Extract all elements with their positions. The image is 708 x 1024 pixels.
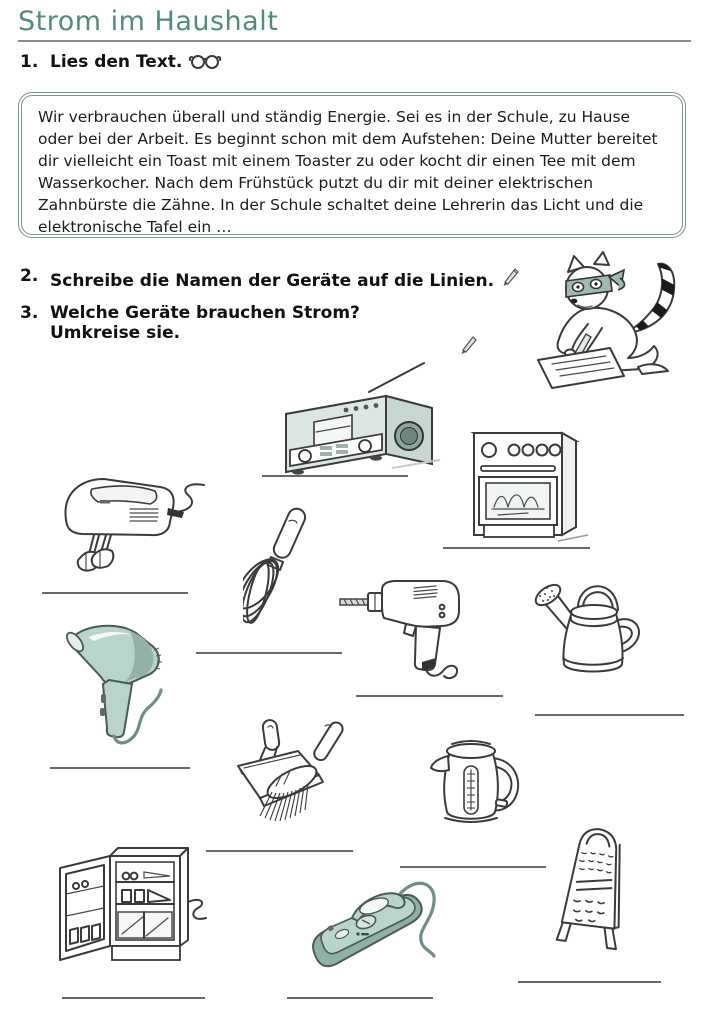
answer-line-whisk[interactable] [196, 652, 342, 654]
task-1 [20, 52, 680, 72]
task-2-number: 2. [20, 266, 39, 286]
task-3 [20, 303, 480, 343]
answer-line-dustpan-and-brush[interactable] [206, 850, 353, 852]
title-underline [18, 40, 691, 42]
reading-box-text: Wir verbrauchen überall und ständig Energie. Sei es in der Schule, zu Hause oder bei der Arbeit. Es beginnt schon mit dem Aufstehen: Deine Mutter bereitet dir vielleicht ein Toast mit einem Toaster zu oder kocht dir einen Tee mit dem Wasserkocher. Nach dem Frühstück putzt du dir mit deiner elektrischen Zahnbürste die Zähne. In der Schule schaltet deine Lehrerin das Licht und die elektronische Tafel ein … [21, 95, 683, 235]
hair-dryer-image[interactable] [58, 620, 178, 746]
reading-box [18, 92, 686, 238]
task-3-label-line2: Umkreise sie. [50, 323, 181, 343]
glasses-icon [188, 53, 222, 69]
task-3-number: 3. [20, 303, 39, 323]
refrigerator-image[interactable] [52, 842, 212, 968]
hand-mixer-image[interactable] [42, 462, 210, 574]
answer-line-refrigerator[interactable] [62, 997, 205, 999]
answer-line-electric-kettle[interactable] [400, 866, 546, 868]
raccoon-writing-icon [522, 250, 702, 390]
answer-line-watering-can[interactable] [535, 714, 684, 716]
task-3-label: Welche Geräte brauchen Strom? Umkreise sie. [50, 303, 360, 343]
answer-line-hair-dryer[interactable] [50, 767, 190, 769]
answer-line-hand-mixer[interactable] [42, 592, 188, 594]
watering-can-image[interactable] [528, 572, 656, 692]
answer-line-radio[interactable] [262, 475, 408, 477]
whisk-image[interactable] [243, 505, 323, 635]
electric-kettle-image[interactable] [420, 726, 538, 842]
pencil-icon [500, 266, 522, 288]
grater-image[interactable] [546, 824, 644, 956]
answer-line-stove[interactable] [443, 547, 590, 549]
task-1-number: 1. [20, 52, 39, 72]
dustpan-and-brush-image[interactable] [226, 718, 354, 830]
answer-line-grater[interactable] [518, 981, 661, 983]
iron-image[interactable] [308, 876, 440, 978]
page-title: Strom im Haushalt [18, 6, 279, 37]
task-2-label: Schreibe die Namen der Geräte auf die Linien. [50, 266, 522, 291]
drill-image[interactable] [338, 562, 473, 682]
answer-line-iron[interactable] [287, 997, 433, 999]
task-1-label: Lies den Text. [50, 52, 222, 72]
answer-line-drill[interactable] [356, 695, 503, 697]
task-2 [20, 266, 580, 291]
radio-image[interactable] [272, 360, 452, 476]
stove-image[interactable] [462, 417, 597, 547]
pencil-icon [458, 334, 480, 356]
